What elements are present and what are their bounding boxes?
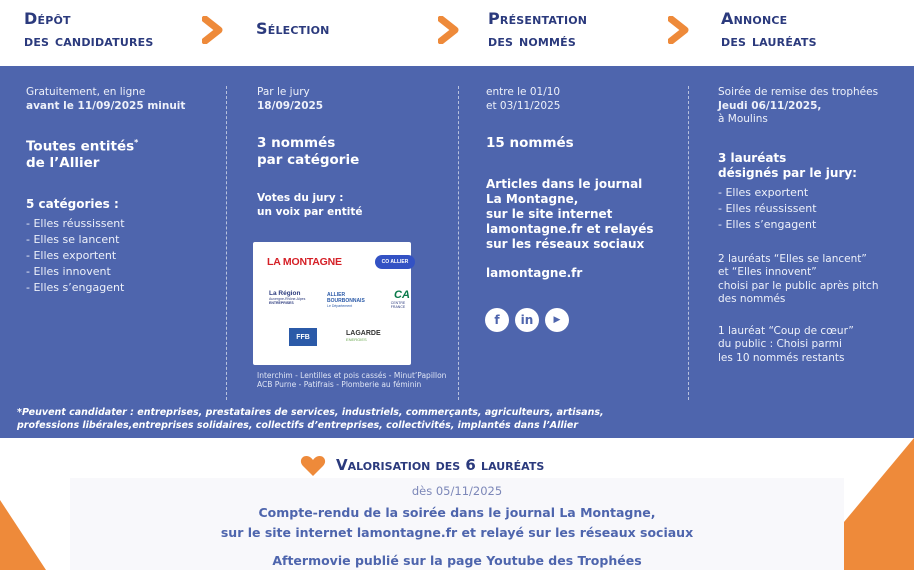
- ceremony-date: Jeudi 06/11/2025,: [718, 99, 822, 112]
- list-item: - Elles s’engagent: [718, 217, 908, 233]
- divider: [226, 86, 227, 400]
- linkedin-icon[interactable]: in: [515, 308, 539, 332]
- youtube-icon[interactable]: ▶: [545, 308, 569, 332]
- logo-text: CENTRE FRANCE: [390, 301, 406, 309]
- region-logo: [269, 290, 325, 305]
- selection-date: 18/09/2025: [257, 99, 324, 112]
- divider: [688, 86, 689, 400]
- text-line: des nommés: [718, 293, 786, 305]
- step-selection: [256, 18, 330, 40]
- entities-heading: [26, 135, 221, 155]
- intro-text: Gratuitement, en ligne: [26, 86, 146, 98]
- footnote-line: *Peuvent candidater : entreprises, prestataires de services, industriels, commerçants, agriculteurs, artisans,: [17, 407, 604, 418]
- column-presentation: [486, 86, 686, 281]
- articles-line: sur le site internet: [486, 206, 613, 221]
- partners-line: ACB Purne - Patifrais - Plomberie au féminin: [257, 380, 422, 389]
- articles-line: La Montagne,: [486, 191, 579, 206]
- public-laureats-text: [718, 253, 908, 307]
- valorisation-section: [0, 438, 914, 570]
- text-line: et “Elles innovent”: [718, 266, 817, 278]
- intro-text: et 03/11/2025: [486, 99, 561, 112]
- text-line: les 10 nommés restants: [718, 351, 845, 364]
- column-annonce: [718, 86, 908, 365]
- articles-line: sur les réseaux sociaux: [486, 236, 645, 251]
- la-montagne-logo: LA MONTAGNE: [267, 256, 342, 268]
- partners-list: [257, 371, 446, 389]
- step-depot: [24, 8, 154, 52]
- chevron-right-icon: [438, 16, 460, 44]
- votes-subtitle: un voix par entité: [257, 205, 363, 218]
- intro-text: Par le jury: [257, 86, 310, 98]
- text-line: choisi par le public après pitch: [718, 279, 879, 292]
- nominees-heading-line2: par catégorie: [257, 151, 360, 168]
- process-header: [0, 0, 914, 66]
- site-link[interactable]: lamontagne.fr: [486, 265, 583, 280]
- logo-text: ENTREPRISES: [269, 301, 294, 305]
- nominees-count: 15 nommés: [486, 135, 574, 151]
- text-line: 1 lauréat “Coup de cœur”: [718, 324, 854, 337]
- step-title: Dépôt: [24, 9, 71, 28]
- valorisation-date: dès 05/11/2025: [411, 484, 503, 498]
- entities-heading-line2: de l’Allier: [26, 155, 100, 171]
- logo-text: BOURBONNAIS: [327, 298, 365, 304]
- articles-block: [486, 177, 686, 252]
- logo-text: LAGARDE: [346, 330, 381, 337]
- step-subtitle: des candidatures: [24, 31, 154, 50]
- partners-logo-panel: [253, 242, 411, 365]
- nominees-heading: 3 nommés: [257, 135, 336, 151]
- logo-text: La Région: [269, 290, 301, 297]
- column-selection: [257, 86, 452, 219]
- step-title: Annonce: [721, 9, 788, 28]
- column-depot: [26, 86, 221, 296]
- list-item: - Elles exportent: [718, 185, 908, 201]
- list-item: - Elles réussissent: [26, 216, 221, 232]
- intro-text: entre le 01/10: [486, 86, 561, 98]
- logo-text: CA: [394, 289, 410, 301]
- deadline-date: avant le 11/09/2025 minuit: [26, 99, 186, 112]
- jury-laureats-list: [718, 185, 908, 233]
- ceremony-place: à Moulins: [718, 113, 768, 125]
- step-title: Présentation: [488, 9, 588, 28]
- intro-text: Soirée de remise des trophées: [718, 86, 879, 98]
- logo-text: ALLIER: [327, 292, 346, 298]
- step-presentation: [488, 8, 587, 52]
- aftermovie-text: Aftermovie publié sur la page Youtube des Trophées: [272, 553, 642, 568]
- text-line: sur le site internet lamontagne.fr et relayé sur les réseaux sociaux: [220, 525, 694, 540]
- list-item: - Elles se lancent: [26, 232, 221, 248]
- ffb-logo: FFB: [289, 328, 317, 346]
- steps-details-panel: [0, 66, 914, 438]
- footnote-mark: *: [134, 138, 139, 147]
- laureats-heading: 3 lauréats: [718, 150, 787, 165]
- step-annonce: [721, 8, 817, 52]
- list-item: - Elles innovent: [26, 264, 221, 280]
- text-line: Compte-rendu de la soirée dans le journal La Montagne,: [258, 505, 656, 520]
- divider: [458, 86, 459, 400]
- list-item: - Elles exportent: [26, 248, 221, 264]
- categories-list: [26, 216, 221, 296]
- step-subtitle: des lauréats: [721, 31, 817, 50]
- list-item: - Elles réussissent: [718, 201, 908, 217]
- entities-label: Toutes entités: [26, 138, 135, 155]
- text-line: du public : Choisi parmi: [718, 338, 842, 350]
- step-title: Sélection: [256, 19, 330, 38]
- logo-text: ENERGIES: [346, 337, 367, 342]
- logo-text: Le Département: [327, 304, 353, 308]
- text-line: 2 lauréats “Elles se lancent”: [718, 252, 867, 265]
- articles-line: lamontagne.fr et relayés: [486, 221, 654, 236]
- votes-title: Votes du jury :: [257, 192, 344, 204]
- allier-departement-logo: [327, 292, 387, 308]
- coup-de-coeur-text: [718, 325, 908, 366]
- logo-text: Auvergne-Rhône-Alpes: [269, 297, 306, 301]
- lagarde-energies-logo: [346, 330, 381, 342]
- footnote-line: professions libérales,entreprises solidaires, collectifs d’entreprises, collectivités, implantés dans l’Allier: [17, 420, 579, 431]
- list-item: - Elles s’engagent: [26, 280, 221, 296]
- valorisation-title: Valorisation des 6 lauréats: [336, 456, 545, 474]
- facebook-icon[interactable]: f: [485, 308, 509, 332]
- step-subtitle: des nommés: [488, 31, 577, 50]
- eligibility-footnote: [17, 406, 607, 432]
- co-allier-logo: CO ALLIER: [375, 255, 415, 269]
- credit-agricole-logo: [390, 289, 411, 309]
- categories-title: 5 catégories :: [26, 196, 119, 211]
- valorisation-text: [0, 503, 914, 543]
- articles-line: Articles dans le journal: [486, 176, 643, 191]
- heart-icon: [300, 455, 326, 477]
- laureats-heading-line2: désignés par le jury:: [718, 165, 857, 180]
- partners-line: Interchim - Lentilles et pois cassés - Minut’Papillon: [257, 371, 447, 380]
- chevron-right-icon: [202, 16, 224, 44]
- chevron-right-icon: [668, 16, 690, 44]
